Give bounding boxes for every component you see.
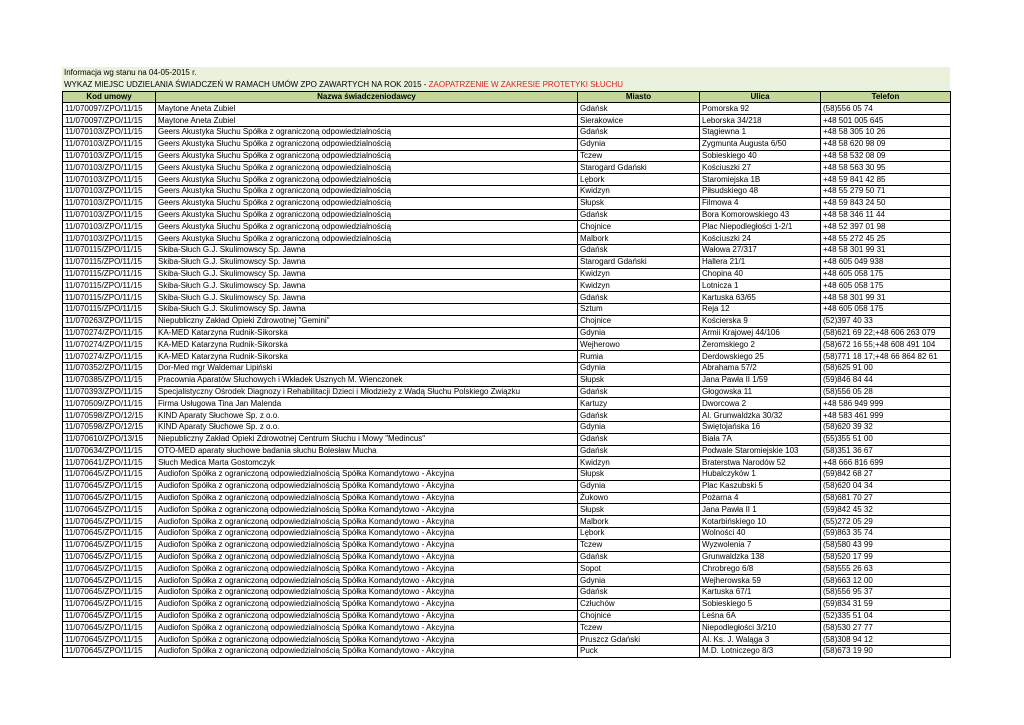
- provider-name-cell[interactable]: Pracownia Aparatów Słuchowych i Wkładek Usznych M. Wienczonek: [156, 374, 578, 386]
- phone-cell[interactable]: (58)673 19 90: [821, 646, 951, 658]
- street-cell[interactable]: Reja 12: [700, 303, 821, 315]
- contract-code-cell[interactable]: 11/070645/ZPO/11/15: [63, 469, 156, 481]
- phone-cell[interactable]: (58)580 43 99: [821, 539, 951, 551]
- table-row: [63, 315, 951, 327]
- street-cell[interactable]: Braterstwa Narodów 52: [700, 457, 821, 469]
- provider-name-cell[interactable]: Audiofon Spółka z ograniczoną odpowiedzialnością Spółka Komandytowo - Akcyjna: [156, 528, 578, 540]
- contract-code-cell[interactable]: 11/070645/ZPO/11/15: [63, 622, 156, 634]
- contract-code-cell[interactable]: 11/070274/ZPO/11/15: [63, 351, 156, 363]
- provider-name-cell[interactable]: Geers Akustyka Słuchu Spółka z ograniczoną odpowiedzialnością: [156, 126, 578, 138]
- contract-code-cell[interactable]: 11/070103/ZPO/11/15: [63, 126, 156, 138]
- phone-cell[interactable]: (58)556 05 28: [821, 386, 951, 398]
- contract-code-cell[interactable]: 11/070097/ZPO/11/15: [63, 115, 156, 127]
- provider-name-cell[interactable]: Geers Akustyka Słuchu Spółka z ograniczoną odpowiedzialnością: [156, 197, 578, 209]
- column-header-phone[interactable]: Telefon: [821, 91, 951, 103]
- phone-cell[interactable]: (59)846 84 44: [821, 374, 951, 386]
- contract-code-cell[interactable]: 11/070103/ZPO/11/15: [63, 221, 156, 233]
- street-cell[interactable]: Bora Komorowskiego 43: [700, 209, 821, 221]
- provider-name-cell[interactable]: Audiofon Spółka z ograniczoną odpowiedzialnością Spółka Komandytowo - Akcyjna: [156, 492, 578, 504]
- phone-cell[interactable]: (52)335 51 04: [821, 610, 951, 622]
- street-cell[interactable]: Abrahama 57/2: [700, 362, 821, 374]
- document-title: [62, 79, 950, 91]
- contract-code-cell[interactable]: 11/070103/ZPO/11/15: [63, 162, 156, 174]
- contract-code-cell[interactable]: 11/070103/ZPO/11/15: [63, 174, 156, 186]
- phone-cell[interactable]: (55)272 05 29: [821, 516, 951, 528]
- street-cell[interactable]: Pożarna 4: [700, 492, 821, 504]
- street-cell[interactable]: Chopina 40: [700, 268, 821, 280]
- phone-cell[interactable]: (59)863 35 74: [821, 528, 951, 540]
- provider-name-cell[interactable]: Audiofon Spółka z ograniczoną odpowiedzialnością Spółka Komandytowo - Akcyjna: [156, 516, 578, 528]
- contract-code-cell[interactable]: 11/070115/ZPO/11/15: [63, 256, 156, 268]
- provider-name-cell[interactable]: Geers Akustyka Słuchu Spółka z ograniczoną odpowiedzialnością: [156, 150, 578, 162]
- table-row: [63, 209, 951, 221]
- table-row: [63, 551, 951, 563]
- city-cell[interactable]: Tczew: [578, 622, 700, 634]
- city-cell[interactable]: Lębork: [578, 174, 700, 186]
- street-cell[interactable]: Świętojańska 16: [700, 421, 821, 433]
- table-row: [63, 233, 951, 245]
- city-cell[interactable]: Kwidzyn: [578, 268, 700, 280]
- contract-code-cell[interactable]: 11/070103/ZPO/11/15: [63, 209, 156, 221]
- street-cell[interactable]: Kartuska 63/65: [700, 292, 821, 304]
- phone-cell[interactable]: +48 501 005 645: [821, 115, 951, 127]
- phone-cell[interactable]: (58)620 04 34: [821, 480, 951, 492]
- phone-cell[interactable]: (58)556 05 74: [821, 103, 951, 115]
- column-header-contract-code[interactable]: Kod umowy: [63, 91, 156, 103]
- table-row: [63, 115, 951, 127]
- phone-cell[interactable]: (58)620 39 32: [821, 421, 951, 433]
- contract-code-cell[interactable]: 11/070097/ZPO/11/15: [63, 103, 156, 115]
- table-row: [63, 103, 951, 115]
- provider-name-cell[interactable]: Skiba-Słuch G.J. Skulimowscy Sp. Jawna: [156, 303, 578, 315]
- street-cell[interactable]: Podwale Staromiejskie 103: [700, 445, 821, 457]
- provider-name-cell[interactable]: Słuch Medica Marta Gostomczyk: [156, 457, 578, 469]
- contract-code-cell[interactable]: 11/070598/ZPO/12/15: [63, 410, 156, 422]
- column-header-provider-name[interactable]: Nazwa świadczeniodawcy: [156, 91, 578, 103]
- provider-name-cell[interactable]: Geers Akustyka Słuchu Spółka z ograniczoną odpowiedzialnością: [156, 209, 578, 221]
- phone-cell[interactable]: (59)842 45 32: [821, 504, 951, 516]
- street-cell[interactable]: Leborska 34/218: [700, 115, 821, 127]
- city-cell[interactable]: Gdynia: [578, 327, 700, 339]
- city-cell[interactable]: Gdańsk: [578, 126, 700, 138]
- city-cell[interactable]: Kwidzyn: [578, 457, 700, 469]
- contract-code-cell[interactable]: 11/070115/ZPO/11/15: [63, 268, 156, 280]
- contract-code-cell[interactable]: 11/070645/ZPO/11/15: [63, 516, 156, 528]
- table-row: [63, 398, 951, 410]
- street-cell[interactable]: Staromiejska 1B: [700, 174, 821, 186]
- table-row: [63, 280, 951, 292]
- table-row: [63, 327, 951, 339]
- city-cell[interactable]: Pruszcz Gdański: [578, 634, 700, 646]
- city-cell[interactable]: Wejherowo: [578, 339, 700, 351]
- table-row: [63, 634, 951, 646]
- contract-code-cell[interactable]: 11/070598/ZPO/12/15: [63, 421, 156, 433]
- provider-name-cell[interactable]: Geers Akustyka Słuchu Spółka z ograniczoną odpowiedzialnością: [156, 162, 578, 174]
- table-row: [63, 138, 951, 150]
- contract-code-cell[interactable]: 11/070645/ZPO/11/15: [63, 646, 156, 658]
- table-row: [63, 457, 951, 469]
- city-cell[interactable]: Gdańsk: [578, 386, 700, 398]
- provider-name-cell[interactable]: Audiofon Spółka z ograniczoną odpowiedzialnością Spółka Komandytowo - Akcyjna: [156, 587, 578, 599]
- provider-name-cell[interactable]: Skiba-Słuch G.J. Skulimowscy Sp. Jawna: [156, 268, 578, 280]
- contract-code-cell[interactable]: 11/070645/ZPO/11/15: [63, 587, 156, 599]
- provider-name-cell[interactable]: Audiofon Spółka z ograniczoną odpowiedzialnością Spółka Komandytowo - Akcyjna: [156, 504, 578, 516]
- spreadsheet-sheet: [62, 67, 950, 658]
- phone-cell[interactable]: +48 605 058 175: [821, 280, 951, 292]
- street-cell[interactable]: Sobieskiego 40: [700, 150, 821, 162]
- provider-name-cell[interactable]: Skiba-Słuch G.J. Skulimowscy Sp. Jawna: [156, 292, 578, 304]
- contract-code-cell[interactable]: 11/070645/ZPO/11/15: [63, 551, 156, 563]
- provider-name-cell[interactable]: Audiofon Spółka z ograniczoną odpowiedzialnością Spółka Komandytowo - Akcyjna: [156, 598, 578, 610]
- provider-name-cell[interactable]: Geers Akustyka Słuchu Spółka z ograniczoną odpowiedzialnością: [156, 185, 578, 197]
- provider-name-cell[interactable]: KIND Aparaty Słuchowe Sp. z o.o.: [156, 421, 578, 433]
- info-date-line: Informacja wg stanu na 04-05-2015 r.: [62, 67, 950, 79]
- city-cell[interactable]: Żukowo: [578, 492, 700, 504]
- provider-name-cell[interactable]: Maytone Aneta Zubiel: [156, 103, 578, 115]
- table-row: [63, 598, 951, 610]
- city-cell[interactable]: Słupsk: [578, 469, 700, 481]
- contract-code-cell[interactable]: 11/070103/ZPO/11/15: [63, 138, 156, 150]
- phone-cell[interactable]: +48 58 305 10 26: [821, 126, 951, 138]
- street-cell[interactable]: Wolności 40: [700, 528, 821, 540]
- table-row: [63, 480, 951, 492]
- table-row: [63, 150, 951, 162]
- contract-code-cell[interactable]: 11/070645/ZPO/11/15: [63, 610, 156, 622]
- phone-cell[interactable]: +48 59 843 24 50: [821, 197, 951, 209]
- phone-cell[interactable]: +48 58 301 99 31: [821, 292, 951, 304]
- table-row: [63, 303, 951, 315]
- phone-cell[interactable]: (58)663 12 00: [821, 575, 951, 587]
- contract-code-cell[interactable]: 11/070645/ZPO/11/15: [63, 539, 156, 551]
- street-cell[interactable]: Stągiewna 1: [700, 126, 821, 138]
- city-cell[interactable]: Sztum: [578, 303, 700, 315]
- contract-code-cell[interactable]: 11/070645/ZPO/11/15: [63, 504, 156, 516]
- phone-cell[interactable]: (58)621 69 22;+48 606 263 079: [821, 327, 951, 339]
- phone-cell[interactable]: +48 605 058 175: [821, 268, 951, 280]
- table-row: [63, 539, 951, 551]
- provider-name-cell[interactable]: Geers Akustyka Słuchu Spółka z ograniczoną odpowiedzialnością: [156, 221, 578, 233]
- provider-name-cell[interactable]: Audiofon Spółka z ograniczoną odpowiedzialnością Spółka Komandytowo - Akcyjna: [156, 622, 578, 634]
- provider-name-cell[interactable]: OTO-MED aparaty słuchowe badania słuchu Bolesław Mucha: [156, 445, 578, 457]
- provider-name-cell[interactable]: Specjalistyczny Ośrodek Diagnozy i Rehabilitacji Dzieci i Młodzieży z Wadą Słuchu Polskiego Związku: [156, 386, 578, 398]
- table-row: [63, 445, 951, 457]
- city-cell[interactable]: Słupsk: [578, 197, 700, 209]
- street-cell[interactable]: Dworcowa 2: [700, 398, 821, 410]
- contract-code-cell[interactable]: 11/070263/ZPO/11/15: [63, 315, 156, 327]
- provider-name-cell[interactable]: Geers Akustyka Słuchu Spółka z ograniczoną odpowiedzialnością: [156, 233, 578, 245]
- street-cell[interactable]: Wejherowska 59: [700, 575, 821, 587]
- contract-code-cell[interactable]: 11/070274/ZPO/11/15: [63, 327, 156, 339]
- phone-cell[interactable]: (58)625 91 00: [821, 362, 951, 374]
- provider-name-cell[interactable]: KA-MED Katarzyna Rudnik-Sikorska: [156, 327, 578, 339]
- provider-name-cell[interactable]: Audiofon Spółka z ograniczoną odpowiedzialnością Spółka Komandytowo - Akcyjna: [156, 469, 578, 481]
- contract-code-cell[interactable]: 11/070645/ZPO/11/15: [63, 528, 156, 540]
- contract-code-cell[interactable]: 11/070103/ZPO/11/15: [63, 233, 156, 245]
- city-cell[interactable]: Słupsk: [578, 374, 700, 386]
- phone-cell[interactable]: +48 52 397 01 98: [821, 221, 951, 233]
- table-row: [63, 362, 951, 374]
- street-cell[interactable]: Armii Krajowej 44/106: [700, 327, 821, 339]
- street-cell[interactable]: Plac Niepodległości 1-2/1: [700, 221, 821, 233]
- phone-cell[interactable]: +48 605 058 175: [821, 303, 951, 315]
- table-row: [63, 563, 951, 575]
- phone-cell[interactable]: +48 605 049 938: [821, 256, 951, 268]
- provider-name-cell[interactable]: Audiofon Spółka z ograniczoną odpowiedzialnością Spółka Komandytowo - Akcyjna: [156, 575, 578, 587]
- street-cell[interactable]: Derdowskiego 25: [700, 351, 821, 363]
- street-cell[interactable]: Lotnicza 1: [700, 280, 821, 292]
- title-main-text: WYKAZ MIEJSC UDZIELANIA ŚWIADCZEŃ W RAMACH UMÓW ZPO ZAWARTYCH NA ROK 2015 -: [64, 79, 429, 89]
- city-cell[interactable]: Gdynia: [578, 480, 700, 492]
- phone-cell[interactable]: +48 58 563 30 95: [821, 162, 951, 174]
- contract-code-cell[interactable]: 11/070274/ZPO/11/15: [63, 339, 156, 351]
- phone-cell[interactable]: (58)351 36 67: [821, 445, 951, 457]
- provider-name-cell[interactable]: Audiofon Spółka z ograniczoną odpowiedzialnością Spółka Komandytowo - Akcyjna: [156, 480, 578, 492]
- provider-name-cell[interactable]: Dor-Med mgr Waldemar Lipiński: [156, 362, 578, 374]
- contract-code-cell[interactable]: 11/070645/ZPO/11/15: [63, 634, 156, 646]
- table-row: [63, 646, 951, 658]
- table-row: [63, 292, 951, 304]
- provider-name-cell[interactable]: Skiba-Słuch G.J. Skulimowscy Sp. Jawna: [156, 244, 578, 256]
- table-row: [63, 421, 951, 433]
- city-cell[interactable]: Tczew: [578, 150, 700, 162]
- table-row: [63, 504, 951, 516]
- contract-code-cell[interactable]: 11/070115/ZPO/11/15: [63, 280, 156, 292]
- phone-cell[interactable]: (58)308 94 12: [821, 634, 951, 646]
- city-cell[interactable]: Gdańsk: [578, 244, 700, 256]
- city-cell[interactable]: Gdynia: [578, 362, 700, 374]
- phone-cell[interactable]: (59)834 31 59: [821, 598, 951, 610]
- contract-code-cell[interactable]: 11/070645/ZPO/11/15: [63, 575, 156, 587]
- city-cell[interactable]: Rumia: [578, 351, 700, 363]
- city-cell[interactable]: Słupsk: [578, 504, 700, 516]
- city-cell[interactable]: Gdańsk: [578, 433, 700, 445]
- table-row: [63, 622, 951, 634]
- table-row: [63, 492, 951, 504]
- city-cell[interactable]: Malbork: [578, 516, 700, 528]
- table-row: [63, 174, 951, 186]
- phone-cell[interactable]: +48 59 841 42 85: [821, 174, 951, 186]
- contract-code-cell[interactable]: 11/070352/ZPO/11/15: [63, 362, 156, 374]
- contract-code-cell[interactable]: 11/070645/ZPO/11/15: [63, 492, 156, 504]
- table-row: [63, 610, 951, 622]
- provider-name-cell[interactable]: KIND Aparaty Słuchowe Sp. z o.o.: [156, 410, 578, 422]
- provider-name-cell[interactable]: Audiofon Spółka z ograniczoną odpowiedzialnością Spółka Komandytowo - Akcyjna: [156, 610, 578, 622]
- provider-name-cell[interactable]: Maytone Aneta Zubiel: [156, 115, 578, 127]
- table-row: [63, 197, 951, 209]
- phone-cell[interactable]: +48 55 272 45 25: [821, 233, 951, 245]
- street-cell[interactable]: Jana Pawła II 1: [700, 504, 821, 516]
- table-row: [63, 256, 951, 268]
- provider-name-cell[interactable]: Niepubliczny Zakład Opieki Zdrowotnej Centrum Słuchu i Mowy "Medincus": [156, 433, 578, 445]
- contract-code-cell[interactable]: 11/070645/ZPO/11/15: [63, 563, 156, 575]
- street-cell[interactable]: Żeromskiego 2: [700, 339, 821, 351]
- provider-name-cell[interactable]: Geers Akustyka Słuchu Spółka z ograniczoną odpowiedzialnością: [156, 174, 578, 186]
- street-cell[interactable]: Zygmunta Augusta 6/50: [700, 138, 821, 150]
- city-cell[interactable]: Starogard Gdański: [578, 256, 700, 268]
- city-cell[interactable]: Tczew: [578, 539, 700, 551]
- city-cell[interactable]: Gdańsk: [578, 292, 700, 304]
- table-row: [63, 374, 951, 386]
- city-cell[interactable]: Chojnice: [578, 610, 700, 622]
- street-cell[interactable]: Kościerska 9: [700, 315, 821, 327]
- table-row: [63, 339, 951, 351]
- table-row: [63, 575, 951, 587]
- table-body: [63, 103, 951, 657]
- phone-cell[interactable]: (59)842 68 27: [821, 469, 951, 481]
- street-cell[interactable]: Grunwaldzka 138: [700, 551, 821, 563]
- table-row: [63, 433, 951, 445]
- contract-code-cell[interactable]: 11/070634/ZPO/11/15: [63, 445, 156, 457]
- table-row: [63, 244, 951, 256]
- phone-cell[interactable]: +48 55 279 50 71: [821, 185, 951, 197]
- city-cell[interactable]: Kwidzyn: [578, 280, 700, 292]
- provider-name-cell[interactable]: Geers Akustyka Słuchu Spółka z ograniczoną odpowiedzialnością: [156, 138, 578, 150]
- table-row: [63, 268, 951, 280]
- provider-name-cell[interactable]: Skiba-Słuch G.J. Skulimowscy Sp. Jawna: [156, 256, 578, 268]
- city-cell[interactable]: Gdynia: [578, 575, 700, 587]
- provider-name-cell[interactable]: Niepubliczny Zakład Opieki Zdrowotnej "Gemini": [156, 315, 578, 327]
- city-cell[interactable]: Człuchów: [578, 598, 700, 610]
- table-row: [63, 162, 951, 174]
- contract-code-cell[interactable]: 11/070645/ZPO/11/15: [63, 480, 156, 492]
- contract-code-cell[interactable]: 11/070610/ZPO/13/15: [63, 433, 156, 445]
- street-cell[interactable]: Niepodległości 3/210: [700, 622, 821, 634]
- phone-cell[interactable]: +48 58 301 99 31: [821, 244, 951, 256]
- city-cell[interactable]: Gdańsk: [578, 103, 700, 115]
- table-row: [63, 185, 951, 197]
- street-cell[interactable]: Plac Kaszubski 5: [700, 480, 821, 492]
- contract-code-cell[interactable]: 11/070115/ZPO/11/15: [63, 292, 156, 304]
- city-cell[interactable]: Chojnice: [578, 315, 700, 327]
- city-cell[interactable]: Malbork: [578, 233, 700, 245]
- provider-name-cell[interactable]: Audiofon Spółka z ograniczoną odpowiedzialnością Spółka Komandytowo - Akcyjna: [156, 539, 578, 551]
- street-cell[interactable]: Piłsudskiego 48: [700, 185, 821, 197]
- contract-code-cell[interactable]: 11/070393/ZPO/11/15: [63, 386, 156, 398]
- phone-cell[interactable]: +48 58 532 08 09: [821, 150, 951, 162]
- table-header-row: [63, 91, 951, 103]
- street-cell[interactable]: Kościuszki 27: [700, 162, 821, 174]
- city-cell[interactable]: Gdańsk: [578, 209, 700, 221]
- city-cell[interactable]: Gdynia: [578, 421, 700, 433]
- table-row: [63, 221, 951, 233]
- contract-code-cell[interactable]: 11/070385/ZPO/11/15: [63, 374, 156, 386]
- city-cell[interactable]: Gdańsk: [578, 551, 700, 563]
- city-cell[interactable]: Sierakowice: [578, 115, 700, 127]
- street-cell[interactable]: Kościuszki 24: [700, 233, 821, 245]
- contract-code-cell[interactable]: 11/070641/ZPO/11/15: [63, 457, 156, 469]
- phone-cell[interactable]: (58)555 26 63: [821, 563, 951, 575]
- city-cell[interactable]: Gdynia: [578, 138, 700, 150]
- table-row: [63, 386, 951, 398]
- street-cell[interactable]: Głogowska 11: [700, 386, 821, 398]
- city-cell[interactable]: Chojnice: [578, 221, 700, 233]
- phone-cell[interactable]: (58)530 27 77: [821, 622, 951, 634]
- phone-cell[interactable]: (52)397 40 33: [821, 315, 951, 327]
- provider-name-cell[interactable]: Firma Usługowa Tina Jan Malenda: [156, 398, 578, 410]
- street-cell[interactable]: Hallera 21/1: [700, 256, 821, 268]
- street-cell[interactable]: Jana Pawła II 1/59: [700, 374, 821, 386]
- contract-code-cell[interactable]: 11/070509/ZPO/11/15: [63, 398, 156, 410]
- street-cell[interactable]: Filmowa 4: [700, 197, 821, 209]
- street-cell[interactable]: Kotarbińskiego 10: [700, 516, 821, 528]
- provider-name-cell[interactable]: Audiofon Spółka z ograniczoną odpowiedzialnością Spółka Komandytowo - Akcyjna: [156, 551, 578, 563]
- street-cell[interactable]: Wyzwolenia 7: [700, 539, 821, 551]
- provider-name-cell[interactable]: KA-MED Katarzyna Rudnik-Sikorska: [156, 351, 578, 363]
- street-cell[interactable]: Al. Ks. J. Waląga 3: [700, 634, 821, 646]
- street-cell[interactable]: Al. Grunwaldzka 30/32: [700, 410, 821, 422]
- table-row: [63, 516, 951, 528]
- title-highlight-text: ZAOPATRZENIE W ZAKRESIE PROTETYKI SŁUCHU: [428, 79, 624, 89]
- phone-cell[interactable]: (55)355 51 00: [821, 433, 951, 445]
- city-cell[interactable]: Starogard Gdański: [578, 162, 700, 174]
- street-cell[interactable]: M.D. Lotniczego 8/3: [700, 646, 821, 658]
- phone-cell[interactable]: +48 586 949 999: [821, 398, 951, 410]
- contract-code-cell[interactable]: 11/070115/ZPO/11/15: [63, 303, 156, 315]
- city-cell[interactable]: Kwidzyn: [578, 185, 700, 197]
- street-cell[interactable]: Pomorska 92: [700, 103, 821, 115]
- contract-code-cell[interactable]: 11/070645/ZPO/11/15: [63, 598, 156, 610]
- provider-name-cell[interactable]: Skiba-Słuch G.J. Skulimowscy Sp. Jawna: [156, 280, 578, 292]
- city-cell[interactable]: Kartuzy: [578, 398, 700, 410]
- provider-name-cell[interactable]: Audiofon Spółka z ograniczoną odpowiedzialnością Spółka Komandytowo - Akcyjna: [156, 646, 578, 658]
- city-cell[interactable]: Sopot: [578, 563, 700, 575]
- table-row: [63, 528, 951, 540]
- street-cell[interactable]: Wałowa 27/317: [700, 244, 821, 256]
- provider-name-cell[interactable]: Audiofon Spółka z ograniczoną odpowiedzialnością Spółka Komandytowo - Akcyjna: [156, 634, 578, 646]
- street-cell[interactable]: Kartuska 67/1: [700, 587, 821, 599]
- street-cell[interactable]: Sobieskiego 5: [700, 598, 821, 610]
- phone-cell[interactable]: +48 58 620 98 09: [821, 138, 951, 150]
- phone-cell[interactable]: (58)520 17 99: [821, 551, 951, 563]
- contract-code-cell[interactable]: 11/070115/ZPO/11/15: [63, 244, 156, 256]
- table-row: [63, 587, 951, 599]
- phone-cell[interactable]: (58)771 18 17;+48 66 864 82 61: [821, 351, 951, 363]
- table-row: [63, 351, 951, 363]
- table-row: [63, 469, 951, 481]
- phone-cell[interactable]: (58)556 95 37: [821, 587, 951, 599]
- contract-code-cell[interactable]: 11/070103/ZPO/11/15: [63, 197, 156, 209]
- table-row: [63, 410, 951, 422]
- city-cell[interactable]: Lębork: [578, 528, 700, 540]
- phone-cell[interactable]: (58)681 70 27: [821, 492, 951, 504]
- contract-code-cell[interactable]: 11/070103/ZPO/11/15: [63, 150, 156, 162]
- street-cell[interactable]: Biała 7A: [700, 433, 821, 445]
- phone-cell[interactable]: +48 583 461 999: [821, 410, 951, 422]
- city-cell[interactable]: Gdańsk: [578, 587, 700, 599]
- city-cell[interactable]: Puck: [578, 646, 700, 658]
- phone-cell[interactable]: (58)672 16 55;+48 608 491 104: [821, 339, 951, 351]
- provider-name-cell[interactable]: Audiofon Spółka z ograniczoną odpowiedzialnością Spółka Komandytowo - Akcyjna: [156, 563, 578, 575]
- table-row: [63, 126, 951, 138]
- phone-cell[interactable]: +48 666 816 699: [821, 457, 951, 469]
- street-cell[interactable]: Chrobrego 6/8: [700, 563, 821, 575]
- street-cell[interactable]: Hubalczyków 1: [700, 469, 821, 481]
- providers-table: [62, 91, 951, 658]
- provider-name-cell[interactable]: KA-MED Katarzyna Rudnik-Sikorska: [156, 339, 578, 351]
- contract-code-cell[interactable]: 11/070103/ZPO/11/15: [63, 185, 156, 197]
- column-header-city[interactable]: Miasto: [578, 91, 700, 103]
- city-cell[interactable]: Gdańsk: [578, 445, 700, 457]
- street-cell[interactable]: Leśna 6A: [700, 610, 821, 622]
- column-header-street[interactable]: Ulica: [700, 91, 821, 103]
- city-cell[interactable]: Gdańsk: [578, 410, 700, 422]
- phone-cell[interactable]: +48 58 346 11 44: [821, 209, 951, 221]
